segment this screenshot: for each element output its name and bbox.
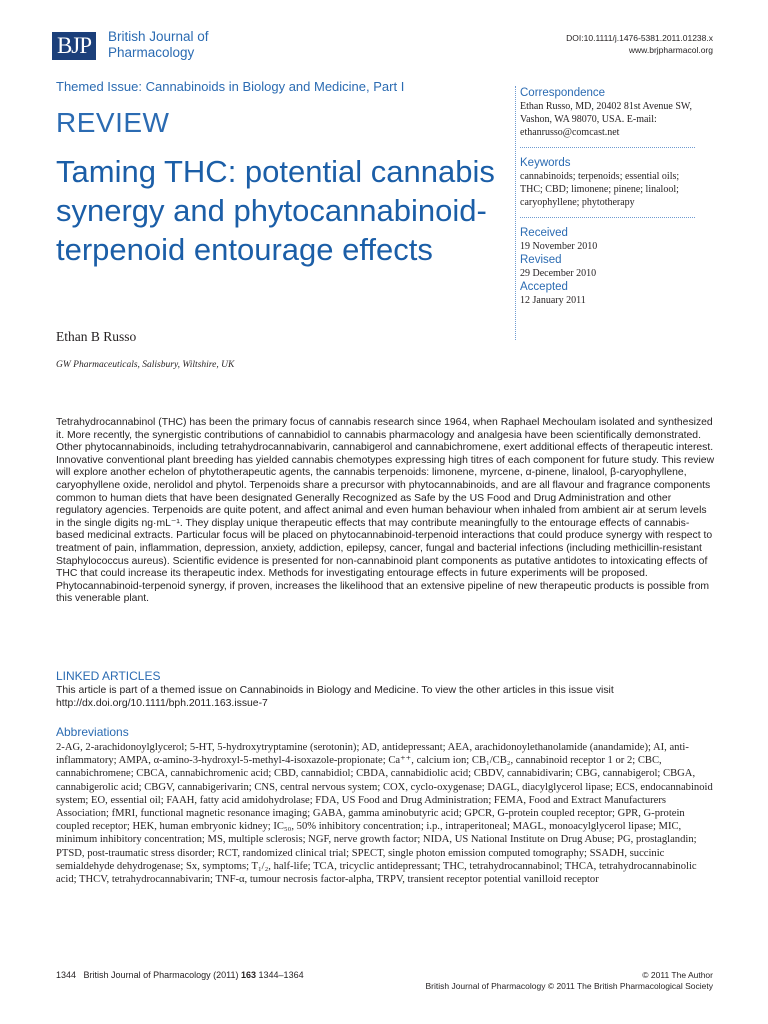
citation-volume: 163 [240,970,257,980]
author-name: Ethan B Russo [56,329,137,344]
linked-articles-text: This article is part of a themed issue on Cannabinoids in Biology and Medicine. To view the other articles in this issue visit http://dx.doi.org/10.1111/bph.2011.163.issue-7 [56,685,614,709]
copyright-line-2: British Journal of Pharmacology © 2011 The British Pharmacological Society [425,981,713,991]
abstract-text: Tetrahydrocannabinol (THC) has been the primary focus of cannabis research since 1964, when Raphael Mechoulam isolated and synthesized it. More recently, the synergistic contributions of cannabidiol to cannabis pharmacology and analgesia have been scientifically demonstrated. Other phytocannabinoids, including tetrahydrocannabivarin, cannabigerol and cannabichromene, exert additional effects of therapeutic interest. Innovative conventional plant breeding has yielded cannabis chemotypes expressing high titres of each component for future study. This review will explore another echelon of phytotherapeutic agents, the cannabis terpenoids: limonene, myrcene, α-pinene, linalool, β-caryophyllene, caryophyllene oxide, nerolidol and phytol. Terpenoids share a precursor with phytocannabinoids, and are all flavour and fragrance components common to human diets that have been designated Generally Recognized as Safe by the US Food and Drug Administration and other regulatory agencies. Terpenoids are quite potent, and affect animal and even human behaviour when inhaled from ambient air at serum levels in the single digits ng·mL⁻¹. They display unique therapeutic effects that may contribute meaningfully to the entourage effects of cannabis-based medicinal extracts. Particular focus will be placed on phytocannabinoid-terpenoid interactions that could produce synergy with respect to treatment of pain, inflammation, depression, anxiety, addiction, epilepsy, cancer, fungal and bacterial infections (including methicillin-resistant Staphylococcus aureus). Scientific evidence is presented for non-cannabinoid plant components as putative antidotes to intoxicating effects of THC that could increase its therapeutic index. Methods for investigating entourage effects in future experiments will be proposed. Phytocannabinoid-terpenoid synergy, if proven, increases the likelihood that an extensive pipeline of new therapeutic products is possible from this venerable plant. [56,417,715,605]
footer-citation [56,970,304,980]
journal-logo: BJP [52,32,96,60]
correspondence-heading: Correspondence [520,87,606,99]
citation-pages: 1344–1364 [258,970,304,980]
received-heading: Received [520,227,568,239]
linked-articles-heading: LINKED ARTICLES [56,669,161,683]
section-label: REVIEW [56,107,170,138]
abbreviations-heading: Abbreviations [56,725,129,739]
keywords-text: cannabinoids; terpenoids; essential oils; THC; CBD; limonene; pinene; linalool; caryophyllene; phytotherapy [520,171,680,208]
article-title: Taming THC: potential cannabis synergy and phytocannabinoid-terpenoid entourage effects [56,154,495,267]
website-link[interactable]: www.brjpharmacol.org [628,45,713,55]
journal-name-line1: British Journal of [108,29,209,44]
correspondence-text: Ethan Russo, MD, 20402 81st Avenue SW, Vashon, WA 98070, USA. E-mail: ethanrusso@comcast.net [520,101,692,138]
doi-text: DOI:10.1111/j.1476-5381.2011.01238.x [566,33,713,43]
author-affiliation: GW Pharmaceuticals, Salisbury, Wiltshire, UK [56,360,235,370]
abbreviations-text: 2-AG, 2-arachidonoylglycerol; 5-HT, 5-hydroxytryptamine (serotonin); AD, antidepressant; AEA, arachidonoylethanolamide (anandamide); AI, anti-inflammatory; AMPA, α-amino-3-hydroxyl-5-methyl-4-isoxazole-propionate; Ca⁺⁺, calcium ion; CB₁/CB₂, cannabinoid receptor 1 or 2; CBC, cannabichromene; CBCA, cannabichromenic acid; CBD, cannabidiol; CBDA, cannabidiolic acid; CBDV, cannabidivarin; CBG, cannabigerol; CBGA, cannabigerolic acid; CBGV, cannabigerivarin; CNS, central nervous system; COX, cyclo-oxygenase; DAGL, diacylglycerol lipase; ECS, endocannabinoid system; EO, essential oil; FAAH, fatty acid amidohydrolase; FDA, US Food and Drug Administration; FEMA, Food and Extract Manufacturers Association; fMRI, functional magnetic resonance imaging; GABA, gamma aminobutyric acid; GPCR, G-protein coupled receptor; GPR, G-protein coupled receptor; HEK, human embryonic kidney; IC₅₀, 50% inhibitory concentration; i.p., intraperitoneal; MAGL, monoacylglycerol lipase; MIC, minimum inhibitory concentration; MS, multiple sclerosis; NGF, nerve growth factor; NIDA, US National Institute on Drug Abuse; PG, prostaglandin; PTSD, post-traumatic stress disorder; RCT, randomized clinical trial; SPECT, single photon emission computed tomography; SSADH, succinic semialdehyde dehydrogenase; Sx, symptoms; T₁/₂, half-life; TCA, tricyclic antidepressant; THC, tetrahydrocannabinol; THCA, tetrahydrocannabinolic acid; THCV, tetrahydrocannabivarin; TNF-α, tumour necrosis factor-alpha, TRPV, transient receptor potential vanilloid receptor [56,742,713,886]
keywords-heading: Keywords [520,157,571,169]
sidebar [520,86,700,307]
citation-journal: British Journal of Pharmacology (2011) [83,970,239,980]
sidebar-separator [520,147,695,148]
footer-copyright [293,970,713,992]
accepted-date: 12 January 2011 [520,295,586,306]
accepted-heading: Accepted [520,281,568,293]
revised-heading: Revised [520,254,562,266]
sidebar-divider [515,86,516,340]
received-date: 19 November 2010 [520,241,598,252]
journal-name [108,29,258,61]
themed-issue-label: Themed Issue: Cannabinoids in Biology and Medicine, Part I [56,79,405,94]
doi-block [413,32,713,56]
copyright-line-1: © 2011 The Author [642,970,713,980]
page-number: 1344 [56,970,77,980]
journal-name-line2: Pharmacology [108,45,195,60]
revised-date: 29 December 2010 [520,268,597,279]
sidebar-separator [520,217,695,218]
